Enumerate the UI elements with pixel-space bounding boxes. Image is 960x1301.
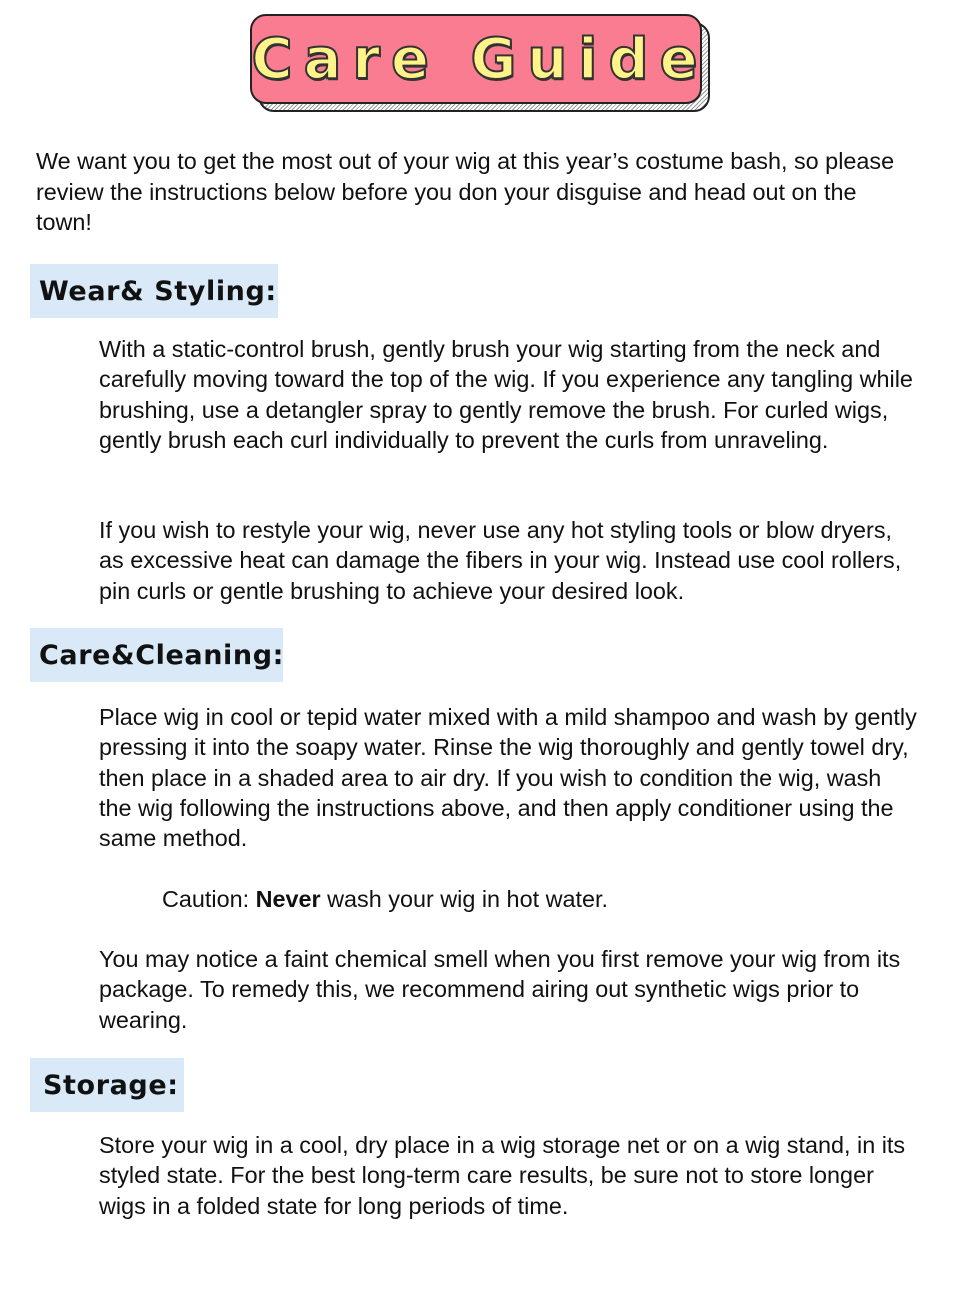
section-heading-wear-styling: Wear& Styling:	[30, 264, 278, 318]
page-title: Care Guide	[251, 26, 709, 92]
care-paragraph-1: Place wig in cool or tepid water mixed with a mild shampoo and wash by gently pressing it into the soapy water. Rinse the wig thoroughly and gently towel dry, then place in a shaded area to air dry. If you wish to condition the wig, wash the wig following the instructions above, and then apply conditioner using the same method.	[99, 704, 917, 852]
care-paragraph-2: You may notice a faint chemical smell when you first remove your wig from its package. To remedy this, we recommend airing out synthetic wigs prior to wearing.	[99, 946, 901, 1033]
title-banner	[250, 14, 712, 114]
storage-paragraph: Store your wig in a cool, dry place in a wig storage net or on a wig stand, in its styled state. For the best long-term care results, be sure not to store longer wigs in a folded state for long periods of time.	[99, 1132, 906, 1219]
section-heading-storage: Storage:	[30, 1058, 184, 1112]
caution-emphasis: Never	[255, 886, 321, 912]
caution-text: wash your wig in hot water.	[327, 886, 608, 912]
wear-paragraph-1: With a static-control brush, gently brush your wig starting from the neck and carefully moving toward the top of the wig. If you experience any tangling while brushing, use a detangler spray to gently remove the brush. For curled wigs, gently brush each curl individually to prevent the curls from unraveling.	[99, 336, 913, 453]
intro-paragraph: We want you to get the most out of your wig at this year’s costume bash, so please review the instructions below before you don your disguise and head out on the town!	[36, 148, 895, 235]
caution-label: Caution:	[162, 886, 250, 912]
wear-paragraph-2: If you wish to restyle your wig, never use any hot styling tools or blow dryers, as excessive heat can damage the fibers in your wig. Instead use cool rollers, pin curls or gentle brushing to achieve your desired look.	[99, 517, 902, 604]
title-banner-box	[250, 14, 709, 104]
section-heading-care-cleaning: Care&Cleaning:	[30, 628, 283, 682]
caution-note	[162, 884, 862, 914]
